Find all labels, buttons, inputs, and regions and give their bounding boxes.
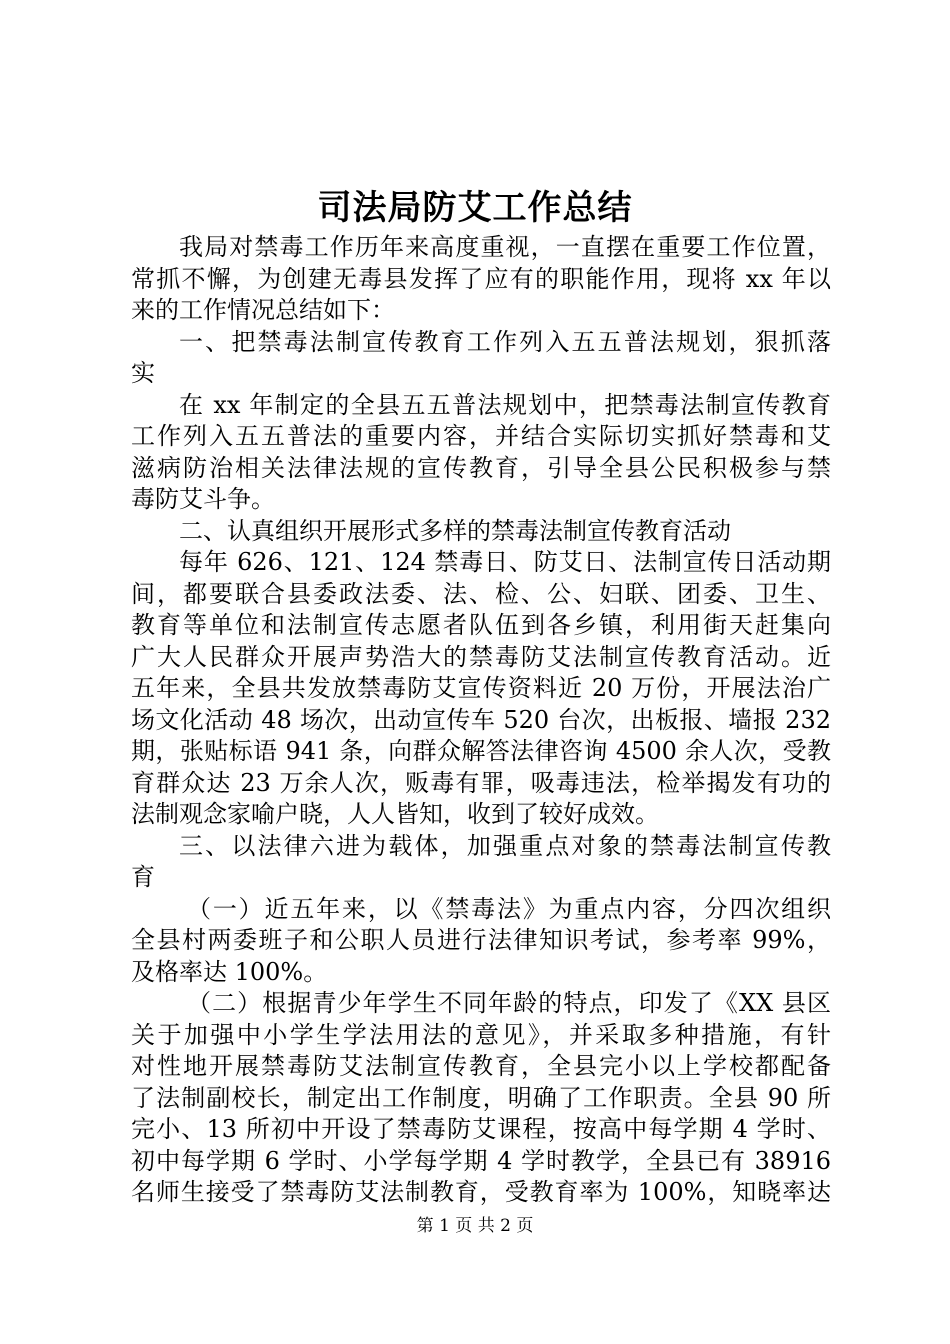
paragraph-line: 及格率达 100%。 xyxy=(131,957,328,986)
paragraph-line: 滋病防治相关法律法规的宣传教育，引导全县公民积极参与禁 xyxy=(131,453,831,482)
section-heading-line: 一、把禁毒法制宣传教育工作列入五五普法规划，狠抓落 xyxy=(179,327,831,356)
paragraph-line: 来的工作情况总结如下： xyxy=(131,296,395,324)
paragraph-line: （一）近五年来，以《禁毒法》为重点内容，分四次组织 xyxy=(187,894,831,923)
document-title: 司法局防艾工作总结 xyxy=(317,188,633,228)
section-heading-line: 育 xyxy=(131,863,155,891)
paragraph-line: 法制观念家喻户晓，人人皆知，收到了较好成效。 xyxy=(131,800,659,828)
paragraph-line: 每年 626、121、124 禁毒日、防艾日、法制宣传日活动期 xyxy=(179,548,831,576)
paragraph-line: 名师生接受了禁毒防艾法制教育，受教育率为 100%，知晓率达 xyxy=(131,1178,831,1206)
paragraph-line: 初中每学期 6 学时、小学每学期 4 学时教学，全县已有 38916 xyxy=(131,1146,831,1175)
paragraph-line: 毒防艾斗争。 xyxy=(131,485,275,513)
paragraph-line: 全县村两委班子和公职人员进行法律知识考试，参考率 99%， xyxy=(131,926,831,954)
paragraph-line: 了法制副校长，制定出工作制度，明确了工作职责。全县 90 所 xyxy=(131,1083,831,1112)
paragraph-line: 广大人民群众开展声势浩大的禁毒防艾法制宣传教育活动。近 xyxy=(131,642,831,671)
paragraph-line: 间，都要联合县委政法委、法、检、公、妇联、团委、卫生、 xyxy=(131,579,831,608)
document-body xyxy=(131,232,831,1209)
paragraph-line: 常抓不懈，为创建无毒县发挥了应有的职能作用，现将 xx 年以 xyxy=(131,264,831,293)
paragraph-line: 完小、13 所初中开设了禁毒防艾课程，按高中每学期 4 学时、 xyxy=(131,1115,831,1143)
paragraph-line: 我局对禁毒工作历年来高度重视，一直摆在重要工作位置， xyxy=(179,233,831,261)
paragraph-line: 对性地开展禁毒防艾法制宣传教育，全县完小以上学校都配备 xyxy=(131,1052,831,1080)
paragraph-line: 五年来，全县共发放禁毒防艾宣传资料近 20 万份，开展法治广 xyxy=(131,674,831,702)
paragraph-line: 在 xx 年制定的全县五五普法规划中，把禁毒法制宣传教育 xyxy=(179,390,831,419)
paragraph-line: 教育等单位和法制宣传志愿者队伍到各乡镇，利用街天赶集向 xyxy=(131,611,831,639)
paragraph-line: 工作列入五五普法的重要内容，并结合实际切实抓好禁毒和艾 xyxy=(131,422,831,450)
section-heading-line: 二、认真组织开展形式多样的禁毒法制宣传教育活动 xyxy=(179,516,731,545)
page-footer: 第 1 页 共 2 页 xyxy=(416,1216,534,1236)
paragraph-line: 育群众达 23 万余人次，贩毒有罪，吸毒违法，检举揭发有功的 xyxy=(131,768,831,797)
paragraph-line: 关于加强中小学生学法用法的意见》，并采取多种措施，有针 xyxy=(131,1020,831,1049)
section-heading-line: 实 xyxy=(131,359,155,387)
paragraph-line: 场文化活动 48 场次，出动宣传车 520 台次，出板报、墙报 232 xyxy=(131,705,831,734)
paragraph-line: 期，张贴标语 941 条，向群众解答法律咨询 4500 余人次，受教 xyxy=(131,737,831,765)
paragraph-line: （二）根据青少年学生不同年龄的特点，印发了《XX 县区 xyxy=(187,989,831,1017)
section-heading-line: 三、以法律六进为载体，加强重点对象的禁毒法制宣传教 xyxy=(179,831,831,860)
